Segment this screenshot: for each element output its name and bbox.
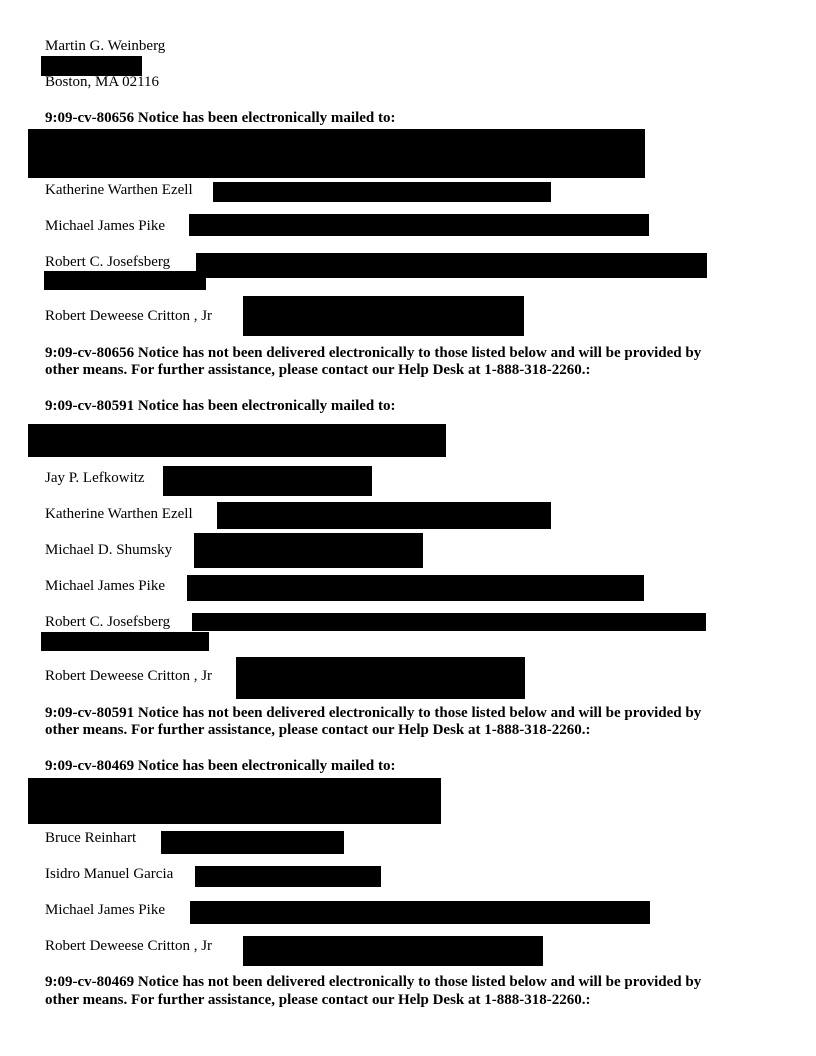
redaction-bar [44,271,206,290]
redaction-block [243,296,524,336]
redaction-bar [161,831,344,854]
redaction-bar [189,214,649,236]
recipient-name: Michael James Pike [45,578,165,594]
recipient-name: Jay P. Lefkowitz [45,470,145,486]
recipient-name: Michael James Pike [45,218,165,234]
recipient-name: Isidro Manuel Garcia [45,866,174,882]
not-delivered-notice: 9:09-cv-80469 Notice has not been delivered electronically to those listed below and will be provided by [45,974,702,990]
attorney-name: Martin G. Weinberg [45,38,166,54]
not-delivered-notice: other means. For further assistance, please contact our Help Desk at 1-888-318-2260.: [45,992,591,1008]
recipient-name: Katherine Warthen Ezell [45,506,193,522]
redaction-bar [163,466,372,496]
section-heading-mailed: 9:09-cv-80656 Notice has been electronically mailed to: [45,110,396,126]
redaction-block [194,533,423,568]
not-delivered-notice: 9:09-cv-80591 Notice has not been delivered electronically to those listed below and will be provided by [45,705,702,721]
redaction-bar [196,253,707,278]
section-heading-mailed: 9:09-cv-80469 Notice has been electronically mailed to: [45,758,396,774]
redaction-block [28,424,446,457]
redaction-bar [190,901,650,924]
city-line: Boston, MA 02116 [45,74,160,90]
recipient-name: Bruce Reinhart [45,830,137,846]
recipient-name: Katherine Warthen Ezell [45,182,193,198]
recipient-name: Robert C. Josefsberg [45,254,171,270]
redaction-bar [243,936,543,966]
redaction-block [28,129,645,178]
redaction-block [28,778,441,824]
recipient-name: Michael D. Shumsky [45,542,173,558]
redaction-block [236,657,525,699]
redaction-bar [213,182,551,202]
recipient-name: Michael James Pike [45,902,165,918]
not-delivered-notice: 9:09-cv-80656 Notice has not been delivered electronically to those listed below and will be provided by [45,345,702,361]
recipient-name: Robert Deweese Critton , Jr [45,938,213,954]
redaction-bar [195,866,381,887]
not-delivered-notice: other means. For further assistance, please contact our Help Desk at 1-888-318-2260.: [45,362,591,378]
redaction-bar [187,575,644,601]
section-heading-mailed: 9:09-cv-80591 Notice has been electronically mailed to: [45,398,396,414]
recipient-name: Robert Deweese Critton , Jr [45,308,213,324]
recipient-name: Robert C. Josefsberg [45,614,171,630]
recipient-name: Robert Deweese Critton , Jr [45,668,213,684]
redaction-bar [41,632,209,651]
not-delivered-notice: other means. For further assistance, please contact our Help Desk at 1-888-318-2260.: [45,722,591,738]
redaction-bar [217,502,551,529]
redaction-bar [192,613,706,631]
